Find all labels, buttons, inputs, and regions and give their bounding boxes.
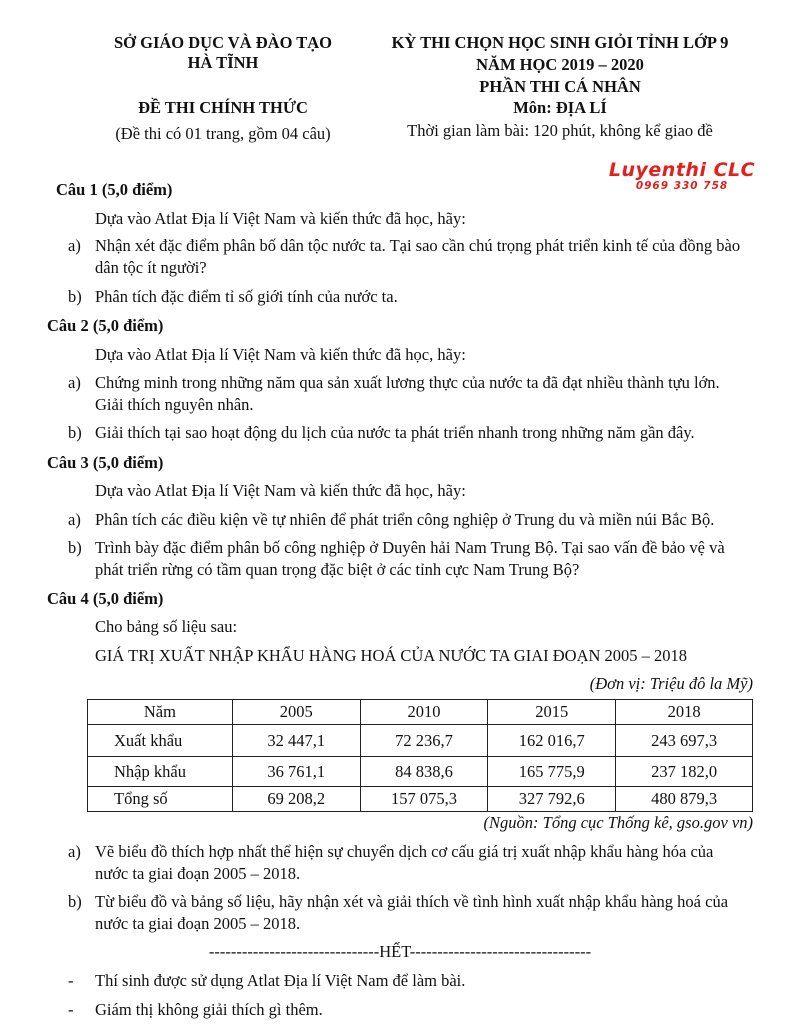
question-1-b-text: Phân tích đặc điểm tỉ số giới tính của nước ta. xyxy=(95,287,398,306)
footer-note-1-dash: - xyxy=(68,971,74,990)
question-4-b-text: Từ biểu đồ và bảng số liệu, hãy nhận xét và giải thích về tình hình xuất nhập khẩu hàng hoá của xyxy=(95,892,729,911)
table-cell: 165 775,9 xyxy=(488,757,616,787)
question-2-a-label: a) xyxy=(68,373,81,392)
brand-name: Luyenthi CLC xyxy=(608,159,756,181)
table-cell: 243 697,3 xyxy=(616,725,753,757)
question-3-intro: Dựa vào Atlat Địa lí Việt Nam và kiến thức đã học, hãy: xyxy=(95,481,466,500)
table-header-cell: 2018 xyxy=(616,700,753,725)
table-header-cell: 2005 xyxy=(232,700,360,725)
question-4-intro: Cho bảng số liệu sau: xyxy=(95,617,238,636)
table-cell: 157 075,3 xyxy=(360,787,488,812)
table-cell: 480 879,3 xyxy=(616,787,753,812)
question-1-title: Câu 1 (5,0 điểm) xyxy=(56,180,173,199)
question-1-a-label: a) xyxy=(68,236,81,255)
exam-title: KỲ THI CHỌN HỌC SINH GIỎI TỈNH LỚP 9 xyxy=(391,33,729,52)
footer-note-2: Giám thị không giải thích gì thêm. xyxy=(95,1000,323,1019)
question-2-a-text-cont: Giải thích nguyên nhân. xyxy=(95,395,254,414)
table-row xyxy=(88,757,753,787)
question-3-b-text-cont: phát triển rừng có tầm quan trọng đặc biệt ở các tỉnh cực Nam Trung Bộ? xyxy=(95,560,580,579)
table-row xyxy=(88,725,753,757)
table-unit: (Đơn vị: Triệu đô la Mỹ) xyxy=(589,674,753,693)
brand-watermark xyxy=(608,160,756,192)
exam-subject: Môn: ĐỊA LÍ xyxy=(513,98,607,117)
question-2-b-text: Giải thích tại sao hoạt động du lịch của nước ta phát triển nhanh trong những năm gần đây. xyxy=(95,423,695,442)
question-1-b-label: b) xyxy=(68,287,82,306)
question-3-a-label: a) xyxy=(68,510,81,529)
table-header-row xyxy=(88,700,753,725)
question-2-b-label: b) xyxy=(68,423,82,442)
table-cell: 237 182,0 xyxy=(616,757,753,787)
exam-part: PHẦN THI CÁ NHÂN xyxy=(479,77,641,96)
table-row-label: Tổng số xyxy=(88,787,233,812)
question-1-a-text-cont: dân tộc ít người? xyxy=(95,258,207,277)
question-4-a-text: Vẽ biểu đồ thích hợp nhất thể hiện sự chuyển dịch cơ cấu giá trị xuất nhập khẩu hàng hóa của xyxy=(95,842,714,861)
table-cell: 327 792,6 xyxy=(488,787,616,812)
table-row-label: Xuất khẩu xyxy=(88,725,233,757)
table-cell: 69 208,2 xyxy=(232,787,360,812)
question-4-b-label: b) xyxy=(68,892,82,911)
table-row-label: Nhập khẩu xyxy=(88,757,233,787)
question-4-a-label: a) xyxy=(68,842,81,861)
table-title: GIÁ TRỊ XUẤT NHẬP KHẨU HÀNG HOÁ CỦA NƯỚC TA GIAI ĐOẠN 2005 – 2018 xyxy=(95,646,688,665)
table-cell: 36 761,1 xyxy=(232,757,360,787)
footer-note-1: Thí sinh được sử dụng Atlat Địa lí Việt Nam để làm bài. xyxy=(95,971,466,990)
exam-type: ĐỀ THI CHÍNH THỨC xyxy=(138,98,308,117)
question-4-b-text-cont: nước ta giai đoạn 2005 – 2018. xyxy=(95,914,301,933)
question-1-intro: Dựa vào Atlat Địa lí Việt Nam và kiến thức đã học, hãy: xyxy=(95,209,466,228)
table-cell: 32 447,1 xyxy=(232,725,360,757)
department-name: SỞ GIÁO DỤC VÀ ĐÀO TẠO xyxy=(113,33,333,52)
question-2-intro: Dựa vào Atlat Địa lí Việt Nam và kiến thức đã học, hãy: xyxy=(95,345,466,364)
question-4-a-text-cont: nước ta giai đoạn 2005 – 2018. xyxy=(95,864,301,883)
export-import-table xyxy=(87,699,753,812)
question-3-title: Câu 3 (5,0 điểm) xyxy=(47,453,164,472)
end-marker: -------------------------------HẾT--------------------------------- xyxy=(208,942,592,961)
question-2-a-text: Chứng minh trong những năm qua sản xuất lương thực của nước ta đã đạt nhiều thành tựu lớn. xyxy=(95,373,720,392)
table-header-cell: 2010 xyxy=(360,700,488,725)
exam-page-note: (Đề thi có 01 trang, gồm 04 câu) xyxy=(115,124,331,143)
table-header-cell: Năm xyxy=(88,700,233,725)
question-3-b-text: Trình bày đặc điểm phân bố công nghiệp ở Duyên hải Nam Trung Bộ. Tại sao vấn đề bảo vệ và xyxy=(95,538,725,557)
table-row xyxy=(88,787,753,812)
question-2-title: Câu 2 (5,0 điểm) xyxy=(47,316,164,335)
table-cell: 162 016,7 xyxy=(488,725,616,757)
question-1-a-text: Nhận xét đặc điểm phân bố dân tộc nước ta. Tại sao cần chú trọng phát triển kinh tế của đồng bào xyxy=(95,236,741,255)
table-cell: 84 838,6 xyxy=(360,757,488,787)
table-source: (Nguồn: Tổng cục Thống kê, gso.gov vn) xyxy=(483,813,753,832)
footer-note-2-dash: - xyxy=(68,1000,74,1019)
exam-time: Thời gian làm bài: 120 phút, không kể giao đề xyxy=(407,121,713,140)
school-year: NĂM HỌC 2019 – 2020 xyxy=(476,55,644,74)
question-3-a-text: Phân tích các điều kiện về tự nhiên để phát triển công nghiệp ở Trung du và miền núi Bắc Bộ. xyxy=(95,510,715,529)
brand-phone: 0969 330 758 xyxy=(635,180,729,192)
table-cell: 72 236,7 xyxy=(360,725,488,757)
province-name: HÀ TĨNH xyxy=(187,53,259,72)
table-header-cell: 2015 xyxy=(488,700,616,725)
question-4-title: Câu 4 (5,0 điểm) xyxy=(47,589,164,608)
question-3-b-label: b) xyxy=(68,538,82,557)
